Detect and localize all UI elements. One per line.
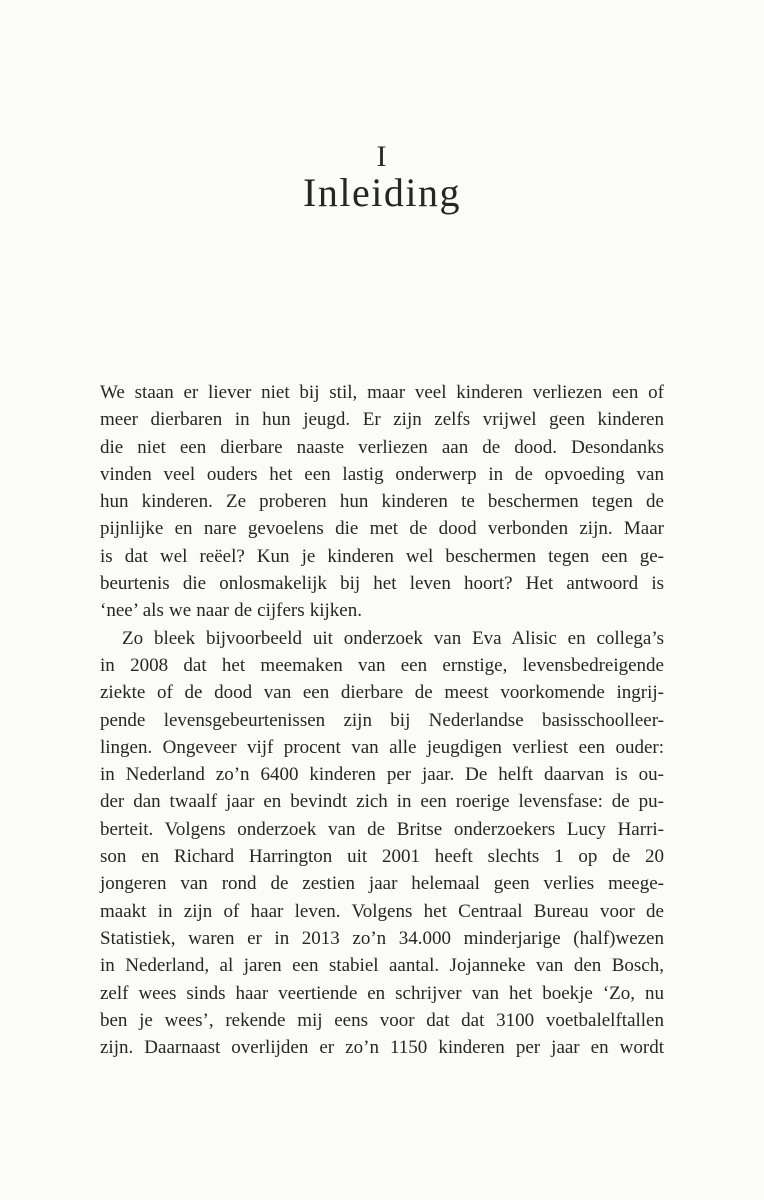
text-line: is dat wel reëel? Kun je kinderen wel beschermen tegen een ge- (100, 545, 664, 567)
text-line: hun kinderen. Ze proberen hun kinderen te beschermen tegen de (100, 491, 664, 513)
text-line: Statistiek, waren er in 2013 zo’n 34.000 minderjarige (half)wezen (100, 927, 664, 949)
paragraph (100, 379, 664, 625)
text-line: maakt in zijn of haar leven. Volgens het Centraal Bureau voor de (100, 900, 664, 922)
text-line: vinden veel ouders het een lastig onderwerp in de opvoeding van (100, 463, 664, 485)
text-line: in Nederland, al jaren een stabiel aantal. Jojanneke van den Bosch, (100, 955, 664, 977)
text-line: Zo bleek bijvoorbeeld uit onderzoek van Eva Alisic en collega’s (122, 627, 664, 649)
body-text (100, 379, 664, 1061)
text-line: jongeren van rond de zestien jaar helemaal geen verlies meege- (100, 873, 664, 895)
chapter-title: Inleiding (303, 170, 461, 215)
chapter-number: I (376, 140, 388, 173)
text-line: We staan er liever niet bij stil, maar veel kinderen verliezen een of (100, 382, 664, 403)
text-line: zijn. Daarnaast overlijden er zo’n 1150 kinderen per jaar en wordt (100, 1037, 664, 1059)
text-line: in Nederland zo’n 6400 kinderen per jaar. De helft daarvan is ou- (100, 764, 664, 786)
text-line: beurtenis die onlosmakelijk bij het leven hoort? Het antwoord is (100, 573, 664, 595)
text-line: pende levensgebeurtenissen zijn bij Nederlandse basisschoolleer- (100, 709, 664, 731)
text-line: lingen. Ongeveer vijf procent van alle jeugdigen verliest een ouder: (100, 736, 664, 758)
text-line: ben je wees’, rekende mij eens voor dat dat 3100 voetbalelftallen (100, 1009, 664, 1031)
text-line: die niet een dierbare naaste verliezen aan de dood. Desondanks (100, 436, 664, 458)
text-line: zelf wees sinds haar veertiende en schrijver van het boekje ‘Zo, nu (100, 982, 664, 1004)
text-line: meer dierbaren in hun jeugd. Er zijn zelfs vrijwel geen kinderen (100, 409, 664, 431)
paragraph (100, 625, 664, 1062)
text-line: ziekte of de dood van een dierbare de meest voorkomende ingrij- (100, 682, 664, 704)
text-line: der dan twaalf jaar en bevindt zich in een roerige levensfase: de pu- (100, 791, 664, 813)
text-line: ‘nee’ als we naar de cijfers kijken. (100, 600, 362, 622)
text-line: in 2008 dat het meemaken van een ernstige, levensbedreigende (100, 654, 664, 676)
text-line: berteit. Volgens onderzoek van de Britse onderzoekers Lucy Harri- (100, 818, 664, 840)
text-line: pijnlijke en nare gevoelens die met de dood verbonden zijn. Maar (100, 518, 664, 540)
text-line: son en Richard Harrington uit 2001 heeft slechts 1 op de 20 (100, 846, 664, 868)
